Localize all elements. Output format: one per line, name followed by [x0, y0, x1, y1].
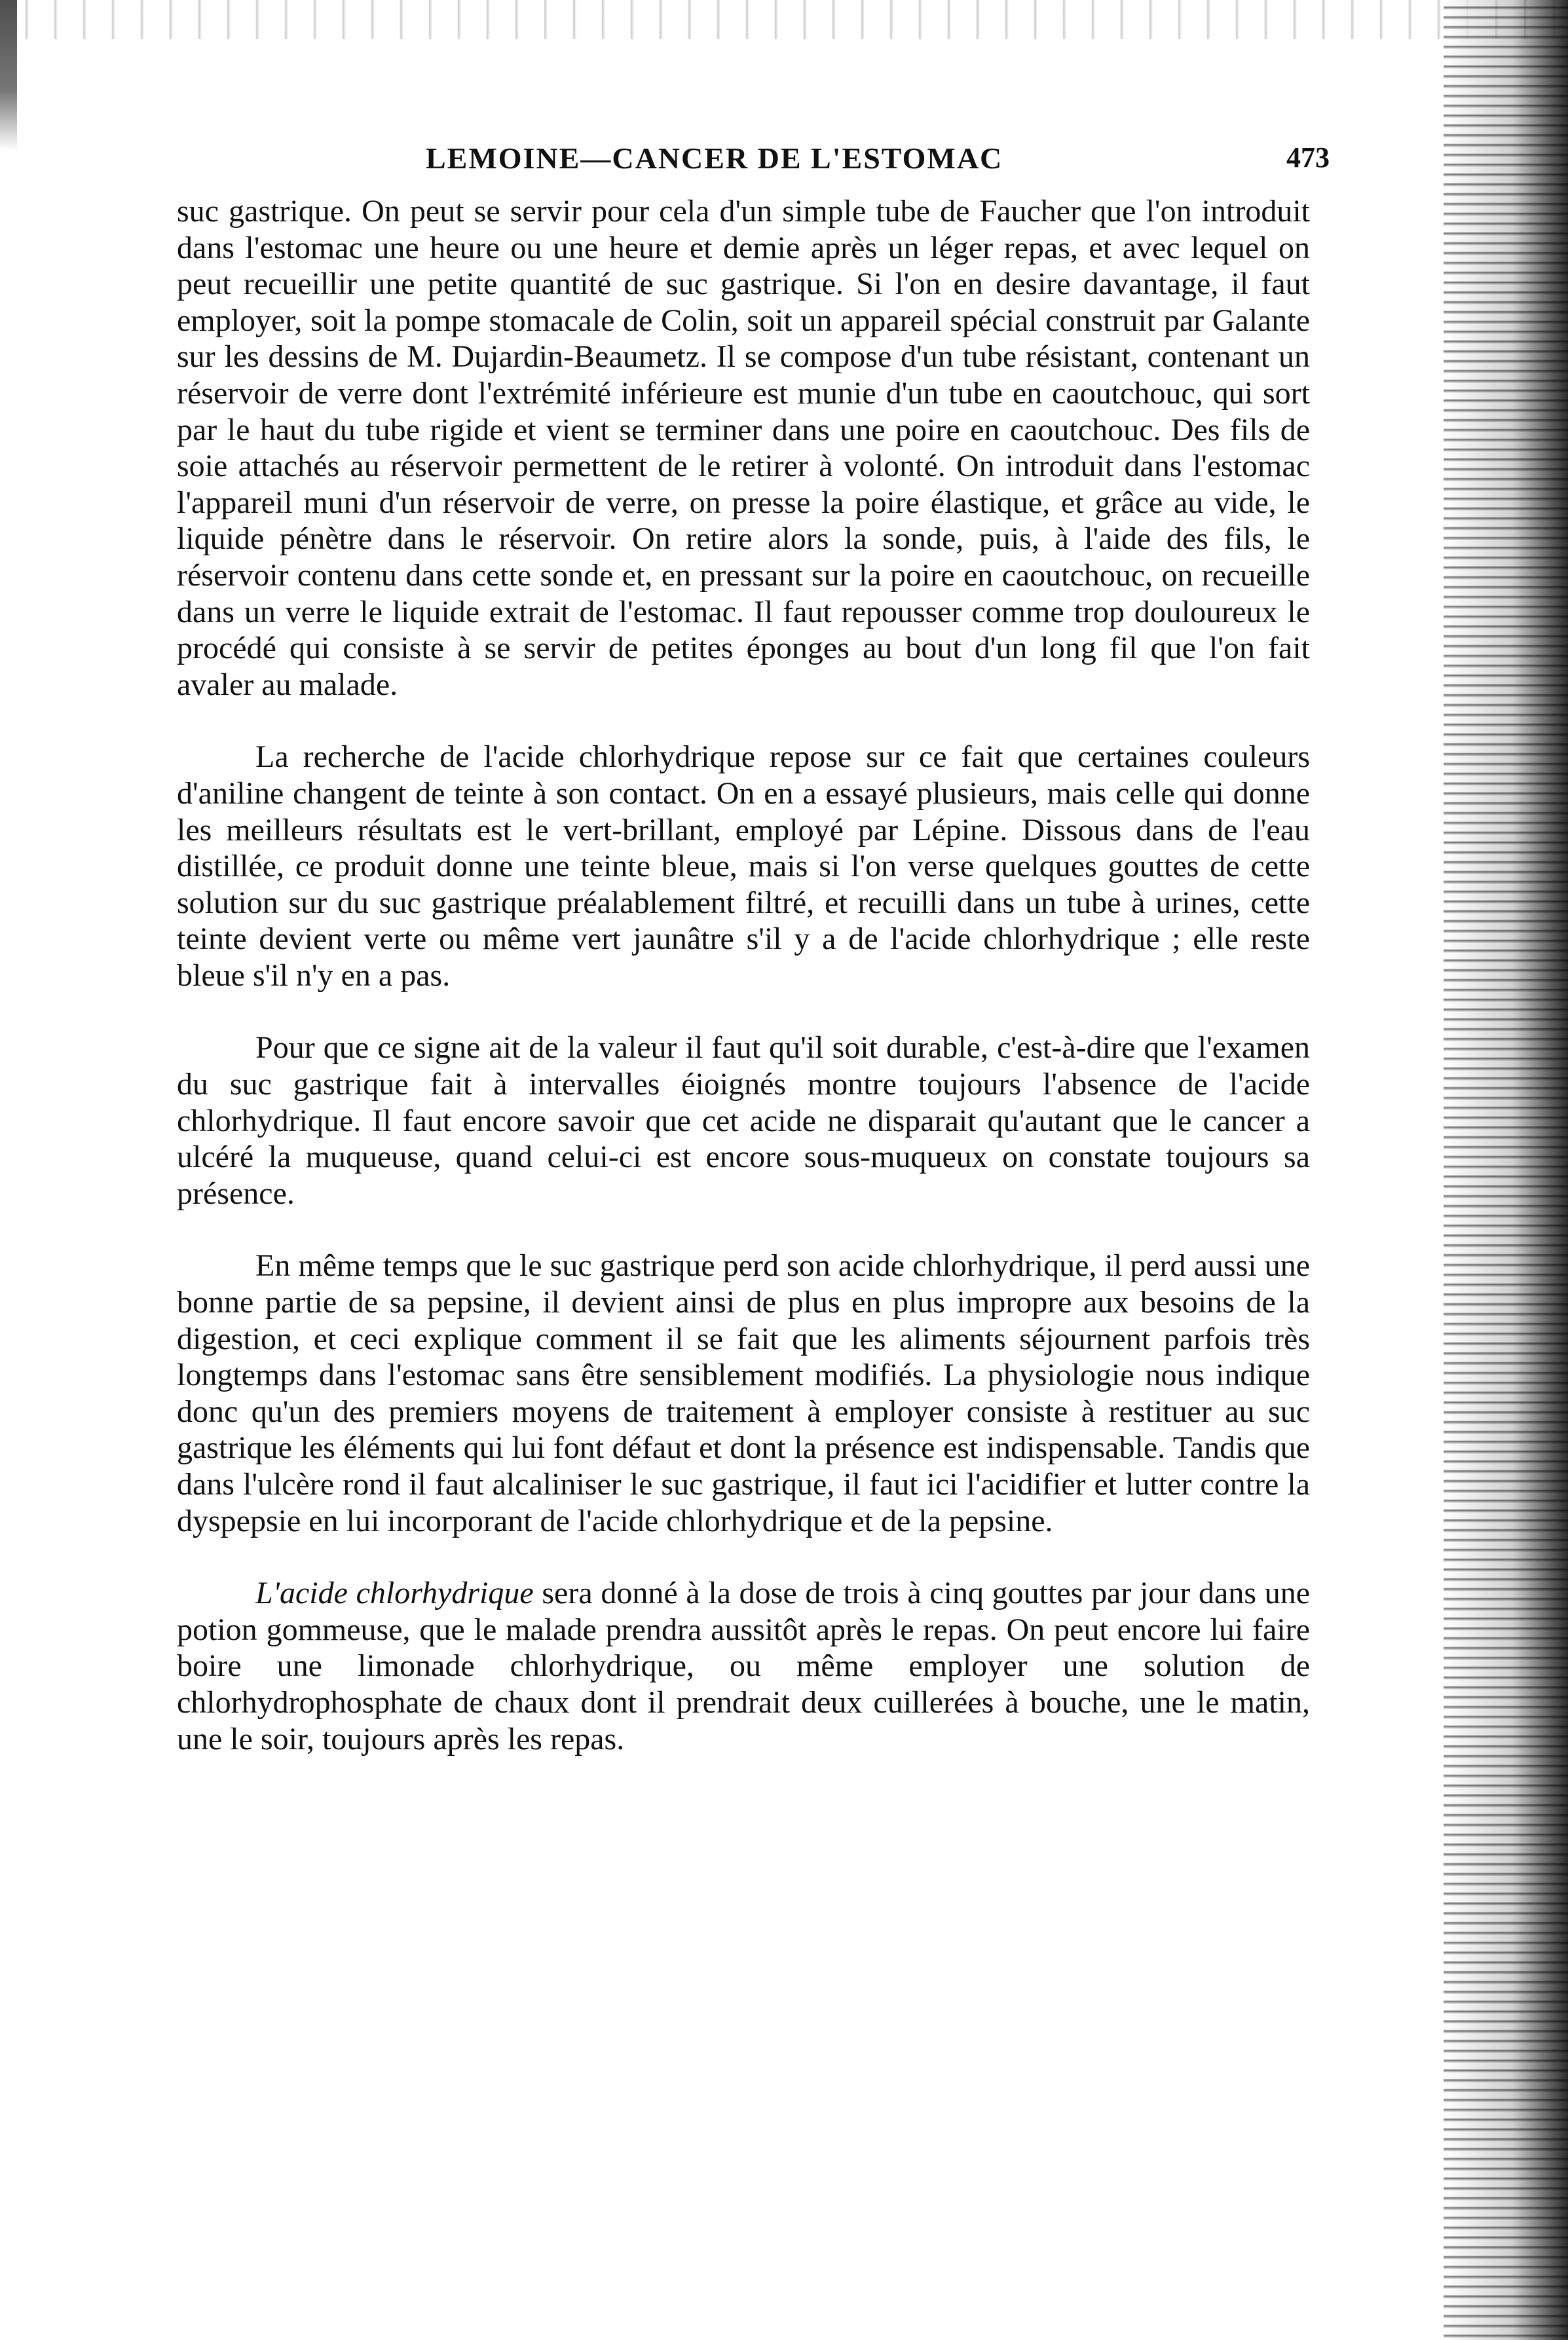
- paragraph-5-emphasis: L'acide chlorhydrique: [255, 1576, 534, 1611]
- paragraph-1: suc gastrique. On peut se servir pour cela d'un simple tube de Faucher que l'on introduit dans l'estomac une heure ou une heure et demie après un léger repas, et avec lequel on peut recueillir une petite quantité de suc gastrique. Si l'on en desire davantage, il faut employer, soit la pompe stomacale de Colin, soit un appareil spécial construit par Galante sur les dessins de M. Dujardin-Beaumetz. Il se compose d'un tube résistant, contenant un réservoir de verre dont l'extrémité inférieure est munie d'un tube en caoutchouc, qui sort par le haut du tube rigide et vient se terminer dans une poire en caoutchouc. Des fils de soie attachés au réservoir permettent de le retirer à volonté. On introduit dans l'estomac l'appareil muni d'un réservoir de verre, on presse la poire élastique, et grâce au vide, le liquide pénètre dans le réservoir. On retire alors la sonde, puis, à l'aide des fils, le réservoir contenu dans cette sonde et, en pressant sur la poire en caoutchouc, on recueille dans un verre le liquide extrait de l'estomac. Il faut repousser comme trop douloureux le procédé qui consiste à se servir de petites éponges au bout d'un long fil que l'on fait avaler au malade.: [177, 194, 1310, 702]
- scan-edge-right: [1444, 0, 1568, 2340]
- running-title: LEMOINE—CANCER DE L'ESTOMAC: [426, 141, 1003, 175]
- paragraph-3: Pour que ce signe ait de la valeur il faut qu'il soit durable, c'est-à-dire que l'examen du suc gastrique fait à intervalles éioignés montre toujours l'absence de l'acide chlorhydrique. Il faut encore savoir que cet acide ne disparait qu'autant que le cancer a ulcéré la muqueuse, quand celui-ci est encore sous-muqueux on constate toujours sa présence.: [177, 1030, 1310, 1211]
- scan-edge-left: [0, 0, 17, 151]
- page-number: 473: [1286, 141, 1330, 174]
- book-page: [177, 134, 1330, 1757]
- running-head: [177, 134, 1330, 193]
- scan-noise-top: [0, 0, 1568, 39]
- paragraph-5-text: sera donné à la dose de trois à cinq gouttes par jour dans une potion gommeuse, que le malade prendra aussitôt après le repas. On peut encore lui faire boire une limonade chlorhydrique, ou même employer une solution de chlorhydrophosphate de chaux dont il prendrait deux cuillerées à bouche, une le matin, une le soir, toujours après les repas.: [177, 1576, 1311, 1756]
- paragraph-2: La recherche de l'acide chlorhydrique repose sur ce fait que certaines couleurs d'aniline changent de teinte à son contact. On en a essayé plusieurs, mais celle qui donne les meilleurs résultats est le vert-brillant, employé par Lépine. Dissous dans de l'eau distillée, ce produit donne une teinte bleue, mais si l'on verse quelques gouttes de cette solution sur du suc gastrique préalablement filtré, et recuilli dans un tube à urines, cette teinte devient verte ou même vert jaunâtre s'il y a de l'acide chlorhydrique ; elle reste bleue s'il n'y en a pas.: [177, 739, 1310, 993]
- paragraph-4: En même temps que le suc gastrique perd son acide chlorhydrique, il perd aussi une bonne partie de sa pepsine, il devient ainsi de plus en plus impropre aux besoins de la digestion, et ceci explique comment il se fait que les aliments séjournent parfois très longtemps dans l'estomac sans être sensiblement modifiés. La physiologie nous indique donc qu'un des premiers moyens de traitement à employer consiste à restituer au suc gastrique les éléments qui lui font défaut et dont la présence est indispensable. Tandis que dans l'ulcère rond il faut alcaliniser le suc gastrique, il faut ici l'acidifier et lutter contre la dyspepsie en lui incorporant de l'acide chlorhydrique et de la pepsine.: [177, 1248, 1310, 1538]
- paragraph-5: [177, 1575, 1310, 1757]
